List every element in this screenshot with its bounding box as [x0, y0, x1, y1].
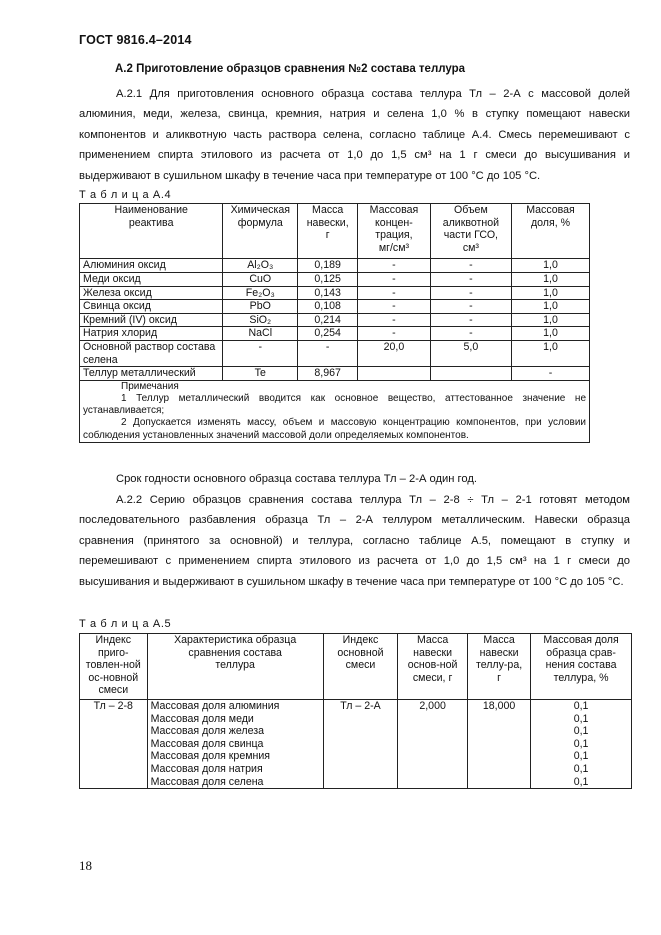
fraction-value: 0,1 [573, 762, 589, 775]
fraction-value: 0,1 [573, 750, 589, 763]
table-a5-header-characteristic: Характеристика образца сравнения состава теллура [147, 634, 323, 700]
table-a5-header-mass-base: Масса навески основ-ной смеси, г [398, 634, 468, 700]
table-a4-cell-vol: - [430, 327, 511, 341]
char-line: Массовая доля свинца [150, 737, 264, 750]
table-a4-cell-conc: - [358, 286, 431, 300]
table-a4-cell-name: Алюминия оксид [80, 259, 223, 273]
fraction-value: 0,1 [573, 737, 589, 750]
table-a4-cell-formula: CuO [223, 272, 298, 286]
fraction-value: 0,1 [573, 699, 589, 712]
table-a4-header-name: Наименование реактива [80, 204, 223, 259]
table-a4-cell-mass: 8,967 [298, 367, 358, 381]
notes-title: Примечания [121, 380, 179, 392]
table-a4-cell-vol: 5,0 [430, 340, 511, 366]
table-a4-header-volume: Объем аликвотной части ГСО, см³ [430, 204, 511, 259]
table-a4-cell-vol [430, 367, 511, 381]
table-a4-cell-frac: 1,0 [512, 340, 590, 366]
table-a4-cell-conc: - [358, 300, 431, 314]
table-a4-cell-frac: 1,0 [512, 272, 590, 286]
table-a5-header-mass-te: Масса навески теллу-ра, г [468, 634, 531, 700]
table-a4-cell-name: Основной раствор состава селена [80, 340, 223, 366]
table-a4-header-fraction: Массовая доля, % [512, 204, 590, 259]
paragraph-a22: А.2.2 Серию образцов сравнения состава теллура Тл – 2-8 ÷ Тл – 2-1 готовят методом последовательного разбавления образца Тл – 2-А теллуром металлическим. Навески образца сравнения (принятого за основной) и теллура, согласно таблице А.5, помещают в ступку и перемешивают с применением спирта этилового из расчета от 1,0 до 1,5 см³ на 1 г смеси до высушивания и выдерживают в сушильном шкафу в течение часа при температуре от 100 °С до 105 °С. [79, 494, 630, 588]
table-a5 [79, 633, 632, 789]
table-a4-header-row [80, 204, 590, 259]
char-line: Массовая доля селена [150, 775, 264, 788]
table-a5-header-fraction: Массовая доля образца срав-нения состава теллура, % [531, 634, 632, 700]
table-a4-cell-vol: - [430, 272, 511, 286]
document-header: ГОСТ 9816.4–2014 [79, 33, 192, 47]
table-a5-mass-base: 2,000 [398, 699, 468, 788]
char-line: Массовая доля натрия [150, 762, 263, 775]
table-a4 [79, 203, 590, 443]
table-a4-row [80, 340, 590, 366]
table-a4-row [80, 272, 590, 286]
char-line: Массовая доля кремния [150, 750, 271, 763]
table-a4-cell-formula: - [223, 340, 298, 366]
table-a4-cell-formula: PbO [223, 300, 298, 314]
table-a4-cell-mass: 0,189 [298, 259, 358, 273]
table-a4-cell-conc: - [358, 259, 431, 273]
table-a4-cell-vol: - [430, 313, 511, 327]
table-a4-cell-formula: Al₂O₃ [223, 259, 298, 273]
table-a4-caption: Т а б л и ц а А.4 [79, 189, 172, 201]
paragraph-a21: А.2.1 Для приготовления основного образца состава теллура Тл – 2-А с массовой долей алюминия, меди, железа, свинца, кремния, натрия и селена 1,0 % в ступку помещают навески компонентов и аликвотную часть раствора селена, согласно таблице А.4. Смесь перемешивают с применением спирта этилового из расчета от 1,0 до 1,5 см³ на 1 г смеси до высушивания и выдерживают в сушильном шкафу в течение часа при температуре от 100 °С до 105 °С. [79, 88, 630, 182]
fraction-value: 0,1 [573, 775, 589, 788]
table-a4-cell-conc: - [358, 272, 431, 286]
table-a4-row [80, 327, 590, 341]
table-a5-header-index: Индекс приго-товлен-ной ос-новной смеси [80, 634, 148, 700]
table-a4-cell-formula: NaCl [223, 327, 298, 341]
table-a4-cell-vol: - [430, 300, 511, 314]
paragraph-shelf-life: Срок годности основного образца состава теллура Тл – 2-А один год. [116, 473, 478, 485]
table-a4-cell-frac: 1,0 [512, 313, 590, 327]
table-a4-header-formula: Химическая формула [223, 204, 298, 259]
table-a4-cell-name: Железа оксид [80, 286, 223, 300]
table-a4-cell-formula: Te [223, 367, 298, 381]
table-a4-cell-vol: - [430, 286, 511, 300]
table-a4-cell-mass: 0,254 [298, 327, 358, 341]
table-a4-notes [80, 380, 590, 442]
table-a4-notes-row [80, 380, 590, 442]
page-number: 18 [79, 858, 92, 873]
table-a4-cell-formula: Fe₂O₃ [223, 286, 298, 300]
table-a4-cell-conc: - [358, 313, 431, 327]
table-a5-characteristics [147, 699, 323, 788]
table-a4-cell-frac: 1,0 [512, 259, 590, 273]
table-a5-row [80, 699, 632, 788]
fraction-value: 0,1 [573, 712, 589, 725]
note-1: 1 Теллур металлический вводится как основное вещество, аттестованное значение не устанавливается; [83, 392, 586, 417]
table-a4-cell-conc: 20,0 [358, 340, 431, 366]
table-a4-header-conc: Массовая концен-трация, мг/см³ [358, 204, 431, 259]
table-a4-cell-frac: 1,0 [512, 300, 590, 314]
table-a4-cell-conc: - [358, 327, 431, 341]
table-a5-index: Тл – 2-8 [80, 699, 148, 788]
char-line: Массовая доля алюминия [150, 699, 280, 712]
table-a5-fractions [531, 699, 632, 788]
fraction-value: 0,1 [573, 725, 589, 738]
section-title: А.2 Приготовление образцов сравнения №2 состава теллура [115, 63, 466, 75]
table-a4-cell-name: Теллур металлический [80, 367, 223, 381]
table-a4-row [80, 259, 590, 273]
table-a4-cell-name: Меди оксид [80, 272, 223, 286]
table-a4-cell-name: Свинца оксид [80, 300, 223, 314]
table-a4-header-mass: Масса навески, г [298, 204, 358, 259]
table-a4-cell-mass: 0,125 [298, 272, 358, 286]
table-a5-caption: Т а б л и ц а А.5 [79, 618, 172, 630]
table-a5-base-index: Тл – 2-А [323, 699, 397, 788]
table-a4-cell-conc [358, 367, 431, 381]
table-a4-cell-frac: 1,0 [512, 286, 590, 300]
table-a4-row [80, 286, 590, 300]
table-a4-cell-frac: - [512, 367, 590, 381]
table-a4-cell-mass: - [298, 340, 358, 366]
table-a4-cell-mass: 0,143 [298, 286, 358, 300]
table-a4-row [80, 367, 590, 381]
table-a4-cell-vol: - [430, 259, 511, 273]
table-a4-row [80, 313, 590, 327]
table-a4-cell-name: Кремний (IV) оксид [80, 313, 223, 327]
table-a4-cell-mass: 0,108 [298, 300, 358, 314]
table-a4-cell-formula: SiO₂ [223, 313, 298, 327]
table-a4-row [80, 300, 590, 314]
table-a5-header-base-index: Индекс основной смеси [323, 634, 397, 700]
table-a5-mass-te: 18,000 [468, 699, 531, 788]
table-a4-cell-name: Натрия хлорид [80, 327, 223, 341]
char-line: Массовая доля меди [150, 712, 254, 725]
table-a5-header-row [80, 634, 632, 700]
note-2: 2 Допускается изменять массу, объем и массовую концентрацию компонентов, при условии соблюдения установленных значений массовой доли определяемых компонентов. [83, 417, 586, 441]
table-a4-cell-frac: 1,0 [512, 327, 590, 341]
table-a4-cell-mass: 0,214 [298, 313, 358, 327]
char-line: Массовая доля железа [150, 725, 265, 738]
